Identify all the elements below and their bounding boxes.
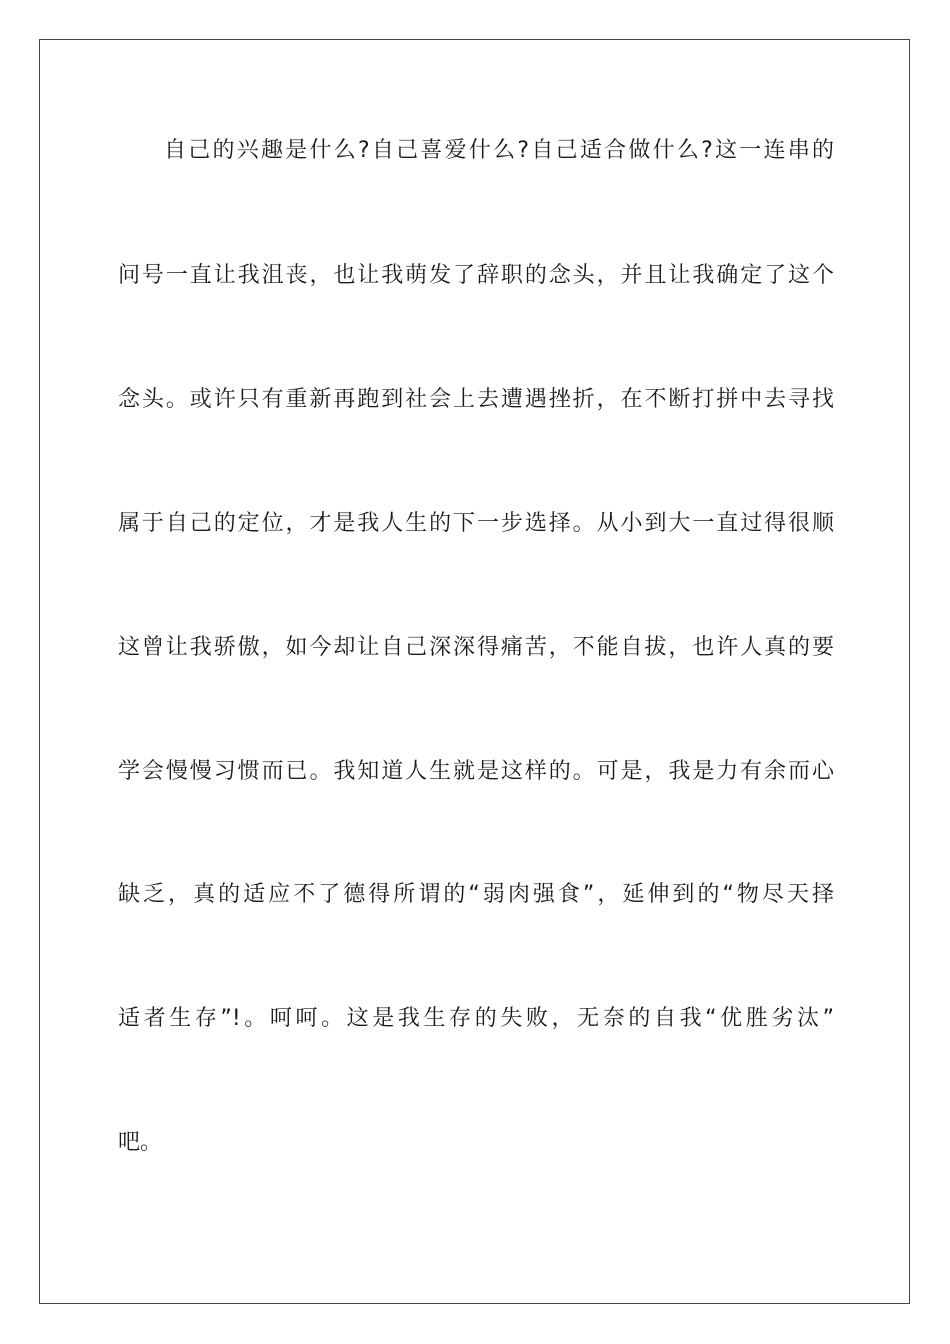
paragraph-line-6: 学会慢慢习惯而已。我知道人生就是这样的。可是，我是力有余而心 bbox=[118, 759, 834, 784]
paragraph-line-8: 适者生存”!。呵呵。这是我生存的失败，无奈的自我“优胜劣汰” bbox=[118, 1006, 834, 1031]
paragraph-line-9: 吧。 bbox=[118, 1130, 163, 1155]
paragraph-line-4: 属于自己的定位，才是我人生的下一步选择。从小到大一直过得很顺 bbox=[118, 511, 834, 536]
paragraph-line-1: 自己的兴趣是什么?自己喜爱什么?自己适合做什么?这一连串的 bbox=[164, 138, 834, 163]
paragraph-line-2: 问号一直让我沮丧，也让我萌发了辞职的念头，并且让我确定了这个 bbox=[118, 263, 834, 288]
paragraph-line-5: 这曾让我骄傲，如今却让自己深深得痛苦，不能自拔，也许人真的要 bbox=[118, 635, 834, 660]
paragraph-line-3: 念头。或许只有重新再跑到社会上去遭遇挫折，在不断打拼中去寻找 bbox=[118, 387, 834, 412]
page-border bbox=[39, 39, 910, 1304]
paragraph-line-7: 缺乏，真的适应不了德得所谓的“弱肉强食”，延伸到的“物尽天择 bbox=[118, 882, 834, 907]
